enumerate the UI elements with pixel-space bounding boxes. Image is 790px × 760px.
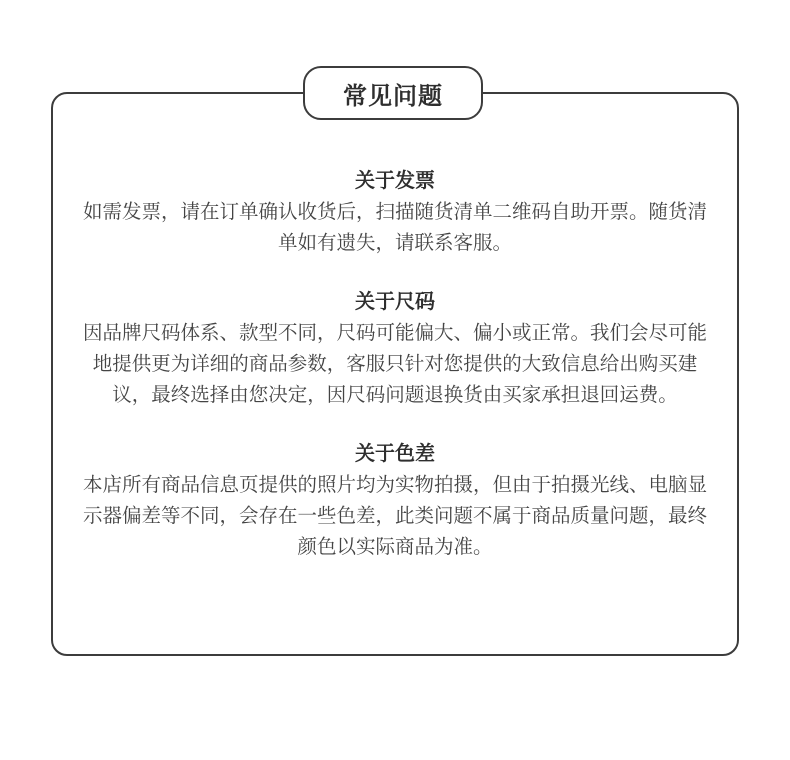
faq-section-size [80,287,710,410]
faq-body-invoice: 如需发票，请在订单确认收货后，扫描随货清单二维码自助开票。随货清单如有遗失，请联系客服。 [82,200,707,254]
faq-title [303,66,483,120]
faq-title-text: 常见问题 [343,81,443,110]
faq-body-size: 因品牌尺码体系、款型不同，尺码可能偏大、偏小或正常。我们会尽可能地提供更为详细的商品参数，客服只针对您提供的大致信息给出购买建议，最终选择由您决定，因尺码问题退换货由买家承担退回运费。 [82,321,707,406]
faq-body-color: 本店所有商品信息页提供的照片均为实物拍摄，但由于拍摄光线、电脑显示器偏差等不同，会存在一些色差，此类问题不属于商品质量问题，最终颜色以实际商品为准。 [82,473,707,558]
faq-heading-color: 关于色差 [355,441,435,465]
faq-section-invoice [80,166,710,258]
faq-section-color [80,439,710,562]
faq-content [80,166,710,591]
faq-heading-invoice: 关于发票 [355,168,435,192]
faq-heading-size: 关于尺码 [355,289,435,313]
